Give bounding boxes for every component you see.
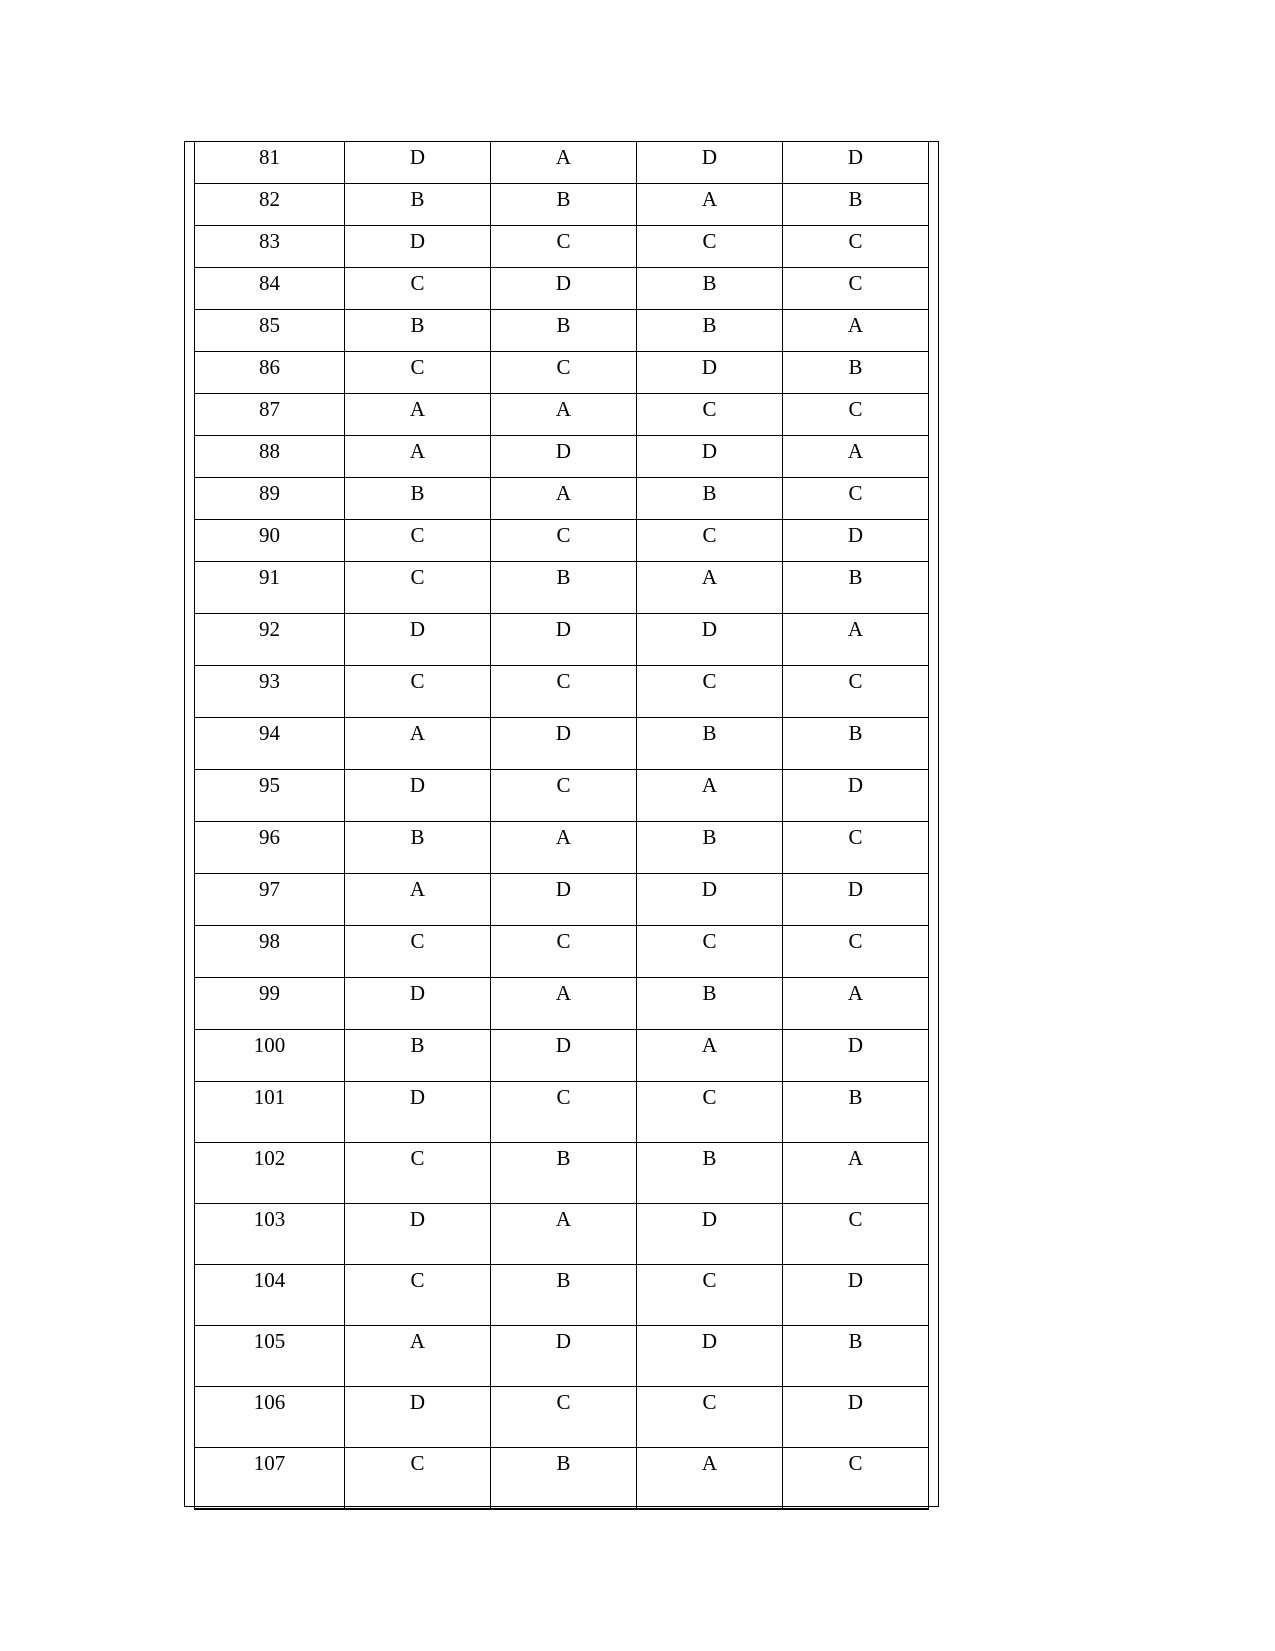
answer-cell: C <box>637 1265 783 1326</box>
answer-cell: C <box>345 520 491 562</box>
answer-key-table <box>194 141 929 1510</box>
answer-cell: C <box>783 1448 929 1509</box>
answer-cell: D <box>783 874 929 926</box>
question-number-cell: 97 <box>195 874 345 926</box>
answer-cell: C <box>345 1143 491 1204</box>
answer-cell: C <box>783 926 929 978</box>
answer-cell: A <box>491 478 637 520</box>
answer-cell: D <box>783 770 929 822</box>
table-row <box>195 822 929 874</box>
answer-cell: A <box>783 310 929 352</box>
answer-cell: C <box>637 1082 783 1143</box>
answer-cell: C <box>345 1448 491 1509</box>
answer-cell: B <box>783 352 929 394</box>
answer-key-body <box>195 142 929 1509</box>
answer-cell: A <box>783 978 929 1030</box>
answer-cell: D <box>345 1204 491 1265</box>
answer-cell: A <box>491 142 637 184</box>
answer-cell: D <box>783 1387 929 1448</box>
table-row <box>195 436 929 478</box>
answer-cell: D <box>491 1326 637 1387</box>
question-number-cell: 84 <box>195 268 345 310</box>
answer-cell: C <box>345 268 491 310</box>
table-row <box>195 310 929 352</box>
answer-cell: B <box>345 310 491 352</box>
answer-cell: D <box>491 614 637 666</box>
question-number-cell: 100 <box>195 1030 345 1082</box>
answer-cell: B <box>345 822 491 874</box>
answer-cell: C <box>491 1387 637 1448</box>
answer-cell: D <box>783 142 929 184</box>
answer-cell: B <box>491 1448 637 1509</box>
answer-cell: B <box>783 1082 929 1143</box>
answer-cell: A <box>783 436 929 478</box>
table-row <box>195 226 929 268</box>
table-row <box>195 478 929 520</box>
question-number-cell: 86 <box>195 352 345 394</box>
answer-cell: B <box>491 1265 637 1326</box>
answer-cell: B <box>491 184 637 226</box>
table-row <box>195 394 929 436</box>
table-row <box>195 184 929 226</box>
table-row <box>195 562 929 614</box>
answer-cell: C <box>345 926 491 978</box>
table-row <box>195 1204 929 1265</box>
answer-cell: C <box>491 226 637 268</box>
table-row <box>195 1082 929 1143</box>
answer-cell: A <box>637 1030 783 1082</box>
answer-cell: C <box>491 926 637 978</box>
question-number-cell: 103 <box>195 1204 345 1265</box>
answer-cell: B <box>637 822 783 874</box>
question-number-cell: 83 <box>195 226 345 268</box>
answer-cell: B <box>783 718 929 770</box>
table-row <box>195 268 929 310</box>
answer-cell: D <box>345 614 491 666</box>
question-number-cell: 82 <box>195 184 345 226</box>
answer-cell: A <box>637 770 783 822</box>
table-row <box>195 770 929 822</box>
answer-cell: B <box>783 562 929 614</box>
answer-cell: B <box>491 310 637 352</box>
answer-cell: D <box>637 874 783 926</box>
answer-cell: B <box>345 478 491 520</box>
answer-cell: C <box>345 562 491 614</box>
answer-cell: C <box>783 268 929 310</box>
answer-cell: A <box>637 1448 783 1509</box>
answer-cell: D <box>637 614 783 666</box>
answer-cell: D <box>491 268 637 310</box>
answer-cell: C <box>783 226 929 268</box>
answer-cell: D <box>783 520 929 562</box>
table-row <box>195 874 929 926</box>
answer-cell: D <box>491 436 637 478</box>
answer-cell: C <box>345 352 491 394</box>
answer-cell: C <box>783 1204 929 1265</box>
answer-cell: C <box>491 520 637 562</box>
question-number-cell: 85 <box>195 310 345 352</box>
question-number-cell: 98 <box>195 926 345 978</box>
answer-cell: D <box>491 718 637 770</box>
answer-cell: A <box>637 184 783 226</box>
answer-cell: C <box>491 770 637 822</box>
question-number-cell: 102 <box>195 1143 345 1204</box>
answer-cell: D <box>345 226 491 268</box>
question-number-cell: 88 <box>195 436 345 478</box>
answer-cell: A <box>637 562 783 614</box>
answer-cell: D <box>637 1204 783 1265</box>
answer-cell: B <box>491 1143 637 1204</box>
question-number-cell: 94 <box>195 718 345 770</box>
table-row <box>195 978 929 1030</box>
answer-cell: C <box>783 666 929 718</box>
answer-cell: A <box>491 1204 637 1265</box>
answer-cell: D <box>491 874 637 926</box>
table-row <box>195 1265 929 1326</box>
answer-cell: C <box>783 394 929 436</box>
answer-cell: D <box>637 1326 783 1387</box>
table-row <box>195 666 929 718</box>
answer-cell: D <box>637 352 783 394</box>
answer-cell: D <box>345 978 491 1030</box>
answer-cell: C <box>491 1082 637 1143</box>
answer-cell: A <box>345 874 491 926</box>
question-number-cell: 104 <box>195 1265 345 1326</box>
answer-cell: B <box>637 978 783 1030</box>
table-row <box>195 718 929 770</box>
table-row <box>195 1448 929 1509</box>
table-row <box>195 614 929 666</box>
answer-cell: C <box>637 1387 783 1448</box>
answer-cell: C <box>637 520 783 562</box>
table-row <box>195 1030 929 1082</box>
question-number-cell: 95 <box>195 770 345 822</box>
answer-cell: D <box>345 142 491 184</box>
question-number-cell: 81 <box>195 142 345 184</box>
answer-cell: D <box>491 1030 637 1082</box>
answer-cell: C <box>783 478 929 520</box>
question-number-cell: 101 <box>195 1082 345 1143</box>
table-row <box>195 520 929 562</box>
answer-cell: A <box>491 394 637 436</box>
answer-cell: D <box>345 1082 491 1143</box>
answer-cell: C <box>637 394 783 436</box>
answer-cell: A <box>783 1143 929 1204</box>
answer-cell: C <box>783 822 929 874</box>
table-row <box>195 142 929 184</box>
answer-cell: A <box>345 436 491 478</box>
answer-cell: C <box>637 226 783 268</box>
question-number-cell: 89 <box>195 478 345 520</box>
answer-cell: B <box>637 478 783 520</box>
answer-cell: C <box>345 666 491 718</box>
question-number-cell: 105 <box>195 1326 345 1387</box>
question-number-cell: 96 <box>195 822 345 874</box>
answer-cell: B <box>491 562 637 614</box>
answer-cell: D <box>345 1387 491 1448</box>
answer-cell: D <box>637 436 783 478</box>
answer-cell: D <box>345 770 491 822</box>
table-row <box>195 352 929 394</box>
answer-cell: A <box>491 978 637 1030</box>
question-number-cell: 92 <box>195 614 345 666</box>
answer-cell: A <box>783 614 929 666</box>
answer-cell: C <box>491 352 637 394</box>
table-row <box>195 926 929 978</box>
answer-cell: A <box>345 394 491 436</box>
question-number-cell: 87 <box>195 394 345 436</box>
table-row <box>195 1143 929 1204</box>
answer-cell: B <box>345 184 491 226</box>
answer-cell: D <box>783 1030 929 1082</box>
answer-cell: B <box>783 1326 929 1387</box>
question-number-cell: 107 <box>195 1448 345 1509</box>
question-number-cell: 106 <box>195 1387 345 1448</box>
question-number-cell: 91 <box>195 562 345 614</box>
question-number-cell: 99 <box>195 978 345 1030</box>
question-number-cell: 90 <box>195 520 345 562</box>
answer-cell: D <box>783 1265 929 1326</box>
answer-cell: C <box>345 1265 491 1326</box>
question-number-cell: 93 <box>195 666 345 718</box>
answer-cell: A <box>491 822 637 874</box>
answer-cell: B <box>637 718 783 770</box>
answer-cell: C <box>491 666 637 718</box>
table-row <box>195 1326 929 1387</box>
answer-cell: C <box>637 926 783 978</box>
answer-cell: C <box>637 666 783 718</box>
answer-cell: D <box>637 142 783 184</box>
answer-cell: B <box>637 310 783 352</box>
answer-cell: B <box>783 184 929 226</box>
answer-cell: A <box>345 1326 491 1387</box>
answer-cell: B <box>637 268 783 310</box>
answer-cell: A <box>345 718 491 770</box>
answer-cell: B <box>637 1143 783 1204</box>
table-row <box>195 1387 929 1448</box>
answer-cell: B <box>345 1030 491 1082</box>
